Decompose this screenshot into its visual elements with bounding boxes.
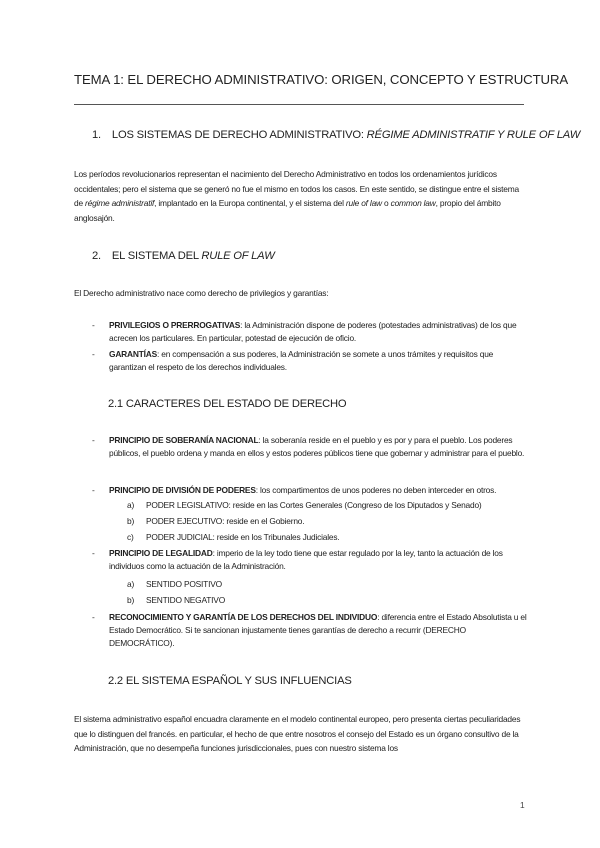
bullet-label: PRIVILEGIOS O PRERROGATIVAS — [109, 320, 241, 330]
sub-text: PODER LEGISLATIVO: reside en las Cortes Generales (Congreso de los Diputados y Senado) — [146, 500, 482, 510]
sub-letter: b) — [127, 516, 135, 526]
section-heading-italic: RÉGIME ADMINISTRATIF Y RULE OF LAW — [366, 129, 581, 141]
list-item — [92, 611, 528, 651]
bullet-dash: - — [92, 612, 95, 622]
bullet-text: : los compartimentos de unos poderes no deben interceder en otros. — [255, 485, 497, 495]
bullet-dash: - — [92, 485, 95, 495]
title-divider — [74, 104, 524, 105]
document-title: TEMA 1: EL DERECHO ADMINISTRATIVO: ORIGEN, CONCEPTO Y ESTRUCTURA — [74, 72, 569, 87]
bullet-text: : la Administración dispone de poderes (potestades administrativas) de los que acrecen los particulares. En particular, potestad de ejecución de oficio. — [109, 320, 517, 344]
spanish-system-paragraph: El sistema administrativo español encuadra claramente en el modelo continental europeo, pero presenta ciertas peculiaridades que lo distinguen del francés. en particular, el hecho de que entre nosotros el consejo del Estado es un órgano consultivo de la Administración, que no desempeña funciones jurisdiccionales, pues con nuestro sistema los — [74, 714, 521, 754]
bullet-label: PRINCIPIO DE DIVISIÓN DE PODERES — [109, 485, 256, 495]
paragraph-text: Los períodos revolucionarios representan el nacimiento del Derecho Administrativo en todos los ordenamientos jurídicos occidentales; pero el sistema que se generó no fue el mismo en todos los casos. En este sentido, se distingue entre el sistema de — [74, 169, 519, 209]
sub-list-item — [127, 578, 222, 590]
bullet-label: PRINCIPIO DE SOBERANÍA NACIONAL — [109, 435, 259, 445]
list-item — [92, 547, 528, 573]
bullet-label: GARANTÍAS — [109, 349, 157, 359]
paragraph-italic-term: régime administratif — [85, 198, 155, 209]
bullet-label: PRINCIPIO DE LEGALIDAD — [109, 548, 213, 558]
sub-list-item — [127, 594, 225, 606]
privileges-intro: El Derecho administrativo nace como derecho de privilegios y garantías: — [74, 288, 329, 298]
list-item — [92, 348, 528, 374]
subsection-heading-2-1: 2.1 CARACTERES DEL ESTADO DE DERECHO — [108, 398, 347, 410]
section-heading-1 — [92, 129, 580, 141]
sub-text: PODER JUDICIAL: reside en los Tribunales Judiciales. — [146, 532, 340, 542]
sub-list-item — [127, 531, 339, 543]
list-item — [92, 434, 528, 460]
paragraph-text: o — [381, 198, 391, 209]
paragraph-text: , propio del ámbito anglosajón. — [74, 198, 501, 223]
bullet-text: : diferencia entre el Estado Absolutista u el Estado Democrático. Si te sancionan injustamente tienes garantías de derecho a recurrir (DERECHO DEMOCRÁTICO). — [109, 612, 527, 649]
section-heading-2 — [92, 250, 275, 262]
section-number: 1. — [92, 129, 101, 141]
bullet-text: : imperio de la ley todo tiene que estar regulado por la ley, tanto la actuación de los individuos como la actuación de la Administración. — [109, 548, 503, 572]
bullet-dash: - — [92, 349, 95, 359]
sub-list-item — [127, 499, 482, 511]
sub-letter: a) — [127, 500, 135, 510]
subsection-heading-2-2: 2.2 EL SISTEMA ESPAÑOL Y SUS INFLUENCIAS — [108, 675, 352, 687]
bullet-dash: - — [92, 320, 95, 330]
sub-list-item — [127, 515, 304, 527]
bullet-label: RECONOCIMIENTO Y GARANTÍA DE LOS DERECHOS DEL INDIVIDUO — [109, 612, 378, 622]
paragraph-text: , implantado en la Europa continental, y el sistema del — [154, 198, 346, 209]
section-number: 2. — [92, 250, 101, 262]
section-heading-italic: RULE OF LAW — [201, 250, 275, 262]
bullet-text: : la soberanía reside en el pueblo y es por y para el pueblo. Los poderes públicos, el pueblo ordena y manda en ellos y estos poderes públicos tiene que gobernar y administrar para el pueblo. — [109, 435, 525, 459]
list-item — [92, 319, 528, 345]
paragraph-italic-term: rule of law — [345, 198, 382, 209]
page-number: 1 — [520, 800, 525, 810]
bullet-dash: - — [92, 435, 95, 445]
sub-text: SENTIDO NEGATIVO — [146, 595, 226, 605]
bullet-dash: - — [92, 548, 95, 558]
sub-letter: a) — [127, 579, 135, 589]
section-heading-text: LOS SISTEMAS DE DERECHO ADMINISTRATIVO: — [111, 129, 367, 141]
list-item — [92, 484, 528, 497]
intro-paragraph — [74, 167, 528, 225]
paragraph-italic-term: common law — [390, 198, 436, 209]
bullet-text: : en compensación a sus poderes, la Administración se somete a unos trámites y requisitos que garantizan el respeto de los derechos individuales. — [109, 349, 494, 373]
sub-text: SENTIDO POSITIVO — [146, 579, 222, 589]
sub-letter: c) — [127, 532, 134, 542]
section-heading-text: EL SISTEMA DEL — [111, 250, 202, 262]
sub-text: PODER EJECUTIVO: reside en el Gobierno. — [146, 516, 305, 526]
sub-letter: b) — [127, 595, 135, 605]
